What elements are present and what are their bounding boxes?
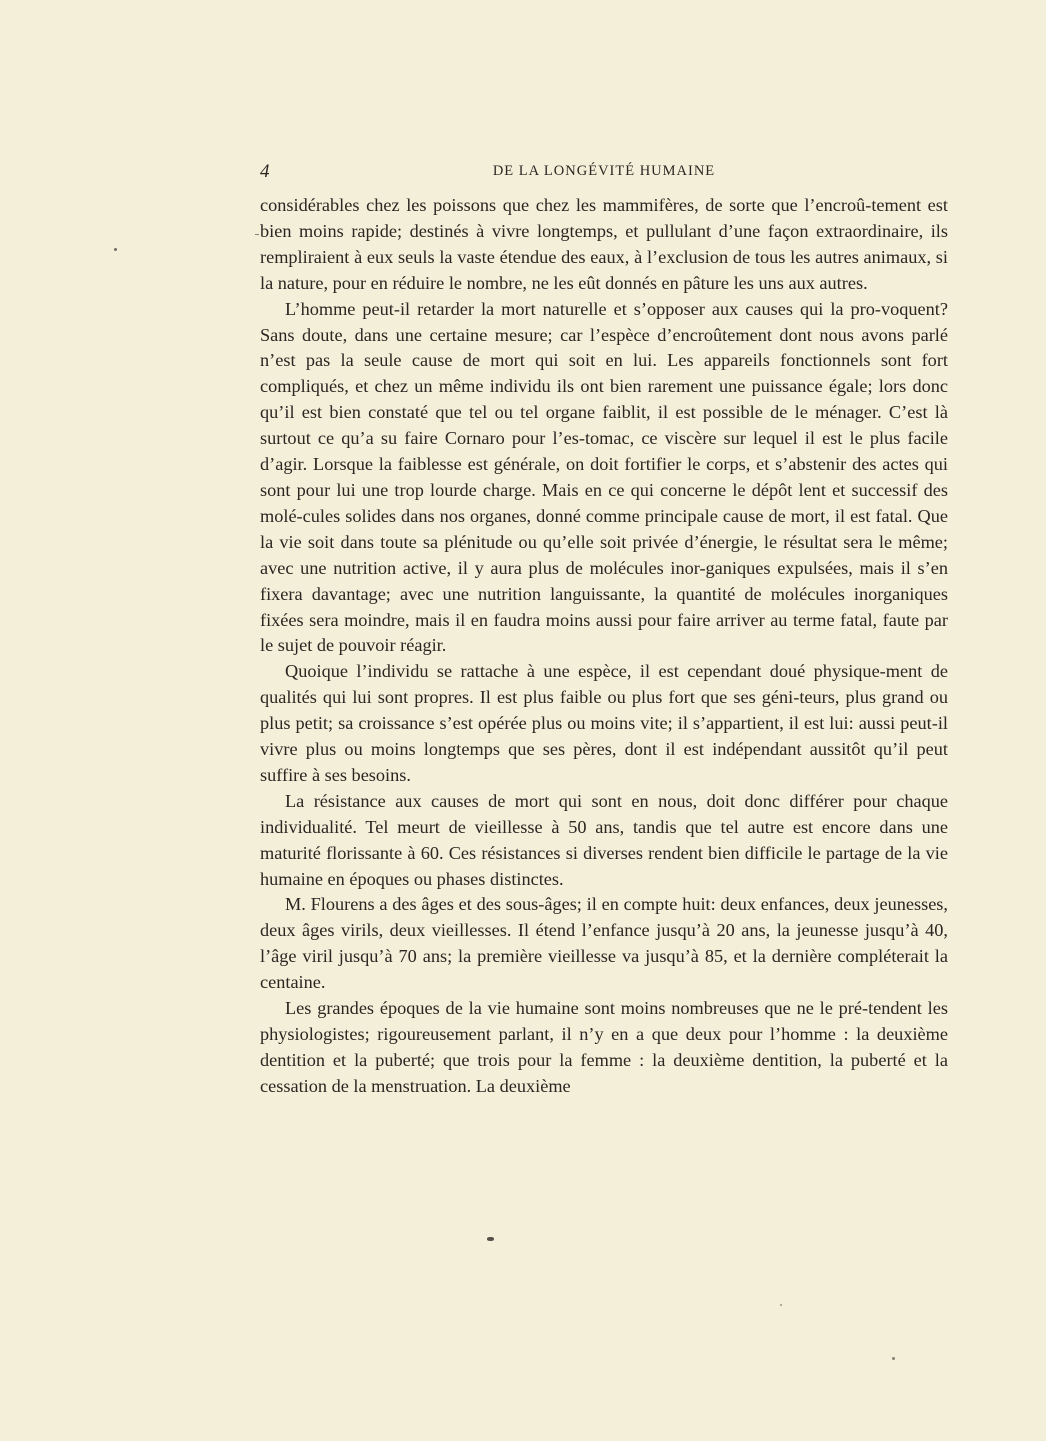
running-title: DE LA LONGÉVITÉ HUMAINE [492, 163, 716, 179]
page-number: 4 [260, 161, 270, 182]
body-text [260, 193, 948, 1100]
paragraph: La résistance aux causes de mort qui sont en nous, doit donc différer pour chaque individualité. Tel meurt de vieillesse à 50 ans, tandis que tel autre est encore dans une maturité florissante à 60. Ces résistances si diverses rendent bien difficile le partage de la vie humaine en époques ou phases distinctes. [260, 790, 948, 889]
paragraph: Les grandes époques de la vie humaine sont moins nombreuses que ne le pré-tendent les physiologistes; rigoureusement parlant, il n’y en a que deux pour l’homme : la deuxième dentition et la puberté; que trois pour la femme : la deuxième dentition, la puberté et la cessation de la menstruation. La deuxième [260, 998, 948, 1096]
ink-speck [487, 1237, 494, 1241]
ink-speck [780, 1304, 782, 1306]
ink-speck [114, 248, 117, 251]
paragraph: M. Flourens a des âges et des sous-âges; il en compte huit: deux enfances, deux jeunesses, deux âges virils, deux vieillesses. Il étend l’enfance jusqu’à 20 ans, la jeunesse jusqu’à 40, l’âge viril jusqu’à 70 ans; la première vieillesse va jusqu’à 85, et la dernière compléterait la centaine. [260, 894, 948, 993]
ink-speck [255, 234, 259, 235]
ink-speck [892, 1357, 895, 1360]
paragraph: Quoique l’individu se rattache à une espèce, il est cependant doué physique-ment de qualités qui lui sont propres. Il est plus faible ou plus fort que ses géni-teurs, plus grand ou plus petit; sa croissance s’est opérée plus ou moins vite; il s’appartient, il est lui: aussi peut-il vivre plus ou moins longtemps que ses pères, dont il est indépendant aussitôt qu’il peut suffire à ses besoins. [260, 661, 948, 785]
paragraph: L’homme peut-il retarder la mort naturelle et s’opposer aux causes qui la pro-voquent? Sans doute, dans une certaine mesure; car l’espèce d’encroûtement dont nous avons parlé n’est pas la seule cause de mort qui soit en lui. Les appareils fonctionnels sont fort compliqués, et chez un même individu ils ont bien rarement une puissance égale; lors donc qu’il est bien constaté que tel ou tel organe faiblit, il est possible de le ménager. C’est là surtout ce qu’a su faire Cornaro pour l’es-tomac, ce viscère sur lequel il est le plus facile d’agir. Lorsque la faiblesse est générale, on doit fortifier le corps, et s’abstenir des actes qui sont pour lui une trop lourde charge. Mais en ce qui concerne le dépôt lent et successif des molé-cules solides dans nos organes, donné comme principale cause de mort, il est fatal. Que la vie soit dans toute sa plénitude ou qu’elle soit privée d’énergie, le résultat sera le même; avec une nutrition active, il y aura plus de molécules inor-ganiques expulsées, mais il s’en fixera davantage; avec une nutrition languissante, la quantité de molécules inorganiques fixées sera moindre, mais il en faudra moins aussi pour faire arriver au terme fatal, faute par le sujet de pouvoir réagir. [260, 298, 948, 656]
paragraph: considérables chez les poissons que chez les mammifères, de sorte que l’encroû-tement est bien moins rapide; destinés à vivre longtemps, et pullulant d’une façon extraordinaire, ils rempliraient à eux seuls la vaste étendue des eaux, à l’exclusion de tous les autres animaux, si la nature, pour en réduire le nombre, ne les eût donnés en pâture les uns aux autres. [260, 195, 948, 293]
page-header [260, 161, 948, 183]
